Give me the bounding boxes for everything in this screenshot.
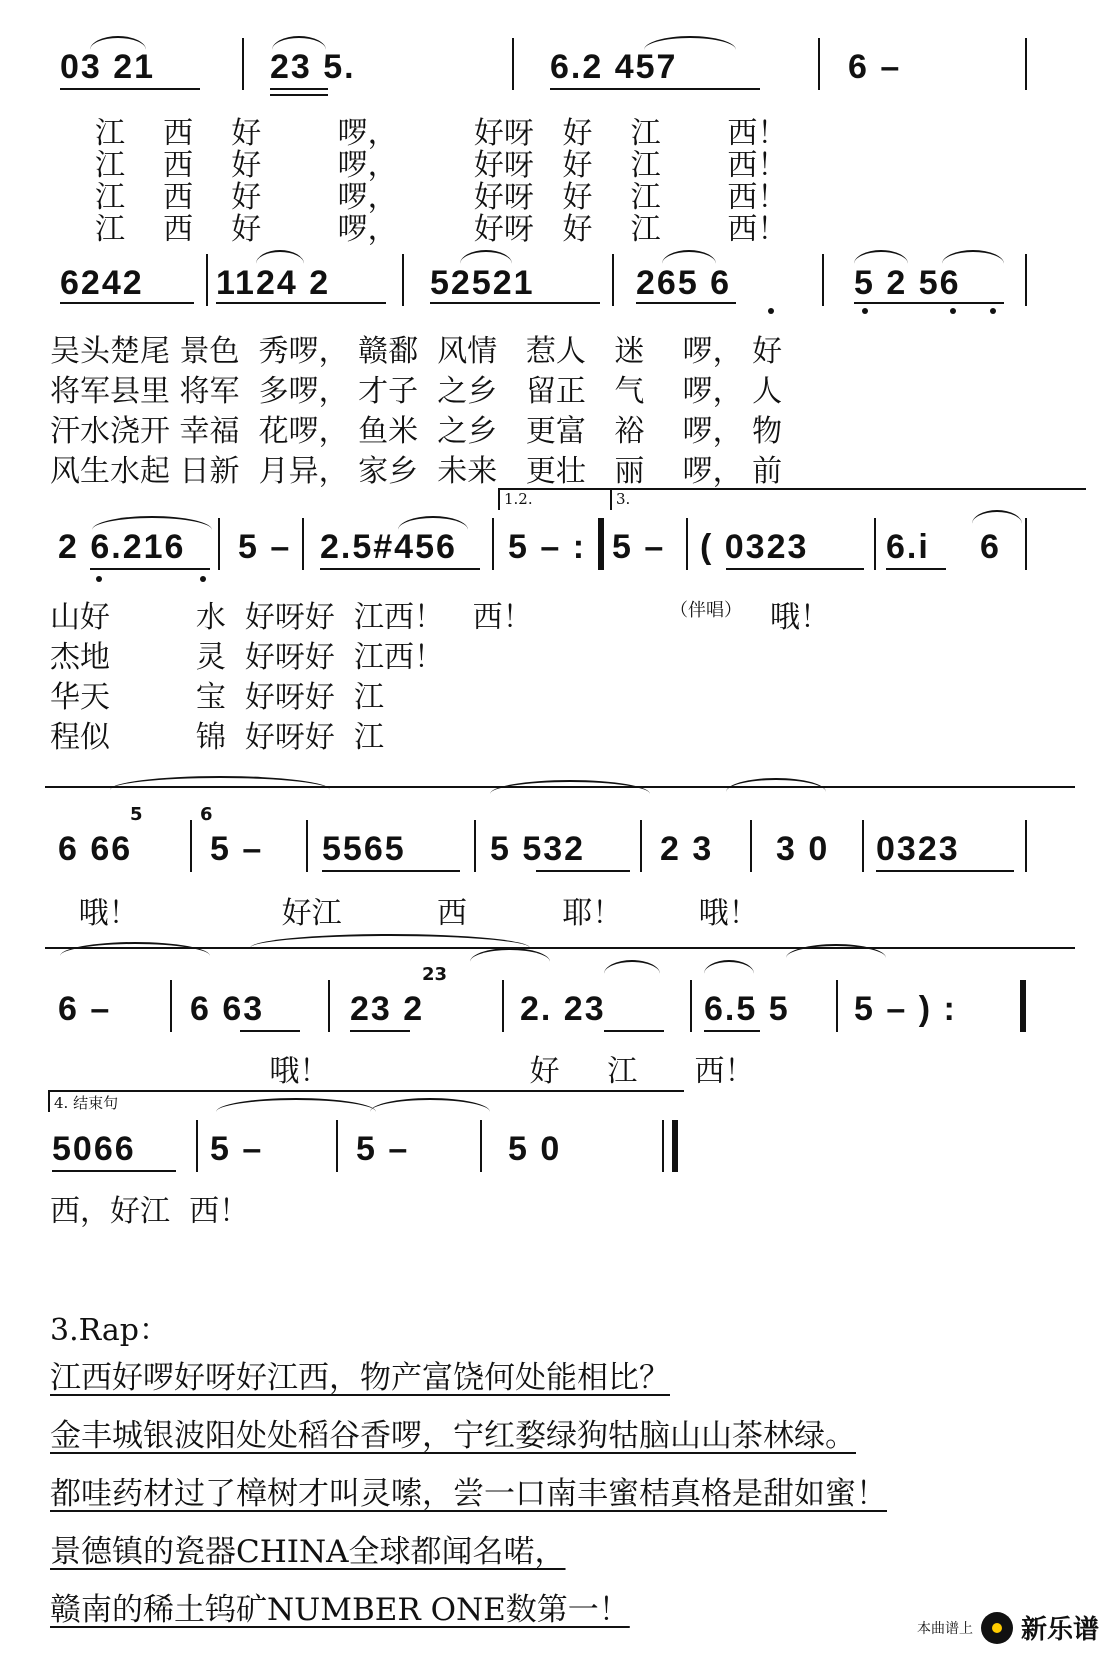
measure-notes: 2 6.216 xyxy=(58,528,186,566)
octave-dot xyxy=(862,308,868,314)
octave-dot xyxy=(200,576,206,582)
measure-notes: 265 6 xyxy=(636,264,732,302)
slur xyxy=(92,516,212,530)
volta-1-2: 1.2. xyxy=(498,488,634,510)
underline xyxy=(876,870,1014,872)
system-3 xyxy=(50,488,1080,778)
measure-notes: 5 0 xyxy=(508,1130,562,1168)
rap-line: 金丰城银波阳处处稻谷香啰，宁红婺绿狗牯脑山山茶林绿。 xyxy=(50,1418,856,1454)
accompaniment-lyric: 哦！ xyxy=(770,600,830,635)
music-disc-icon xyxy=(981,1612,1013,1644)
slur xyxy=(398,516,468,530)
slur xyxy=(662,250,716,264)
measure-notes: 6 – xyxy=(58,990,112,1028)
measure-notes: 5 2 56 xyxy=(854,264,961,302)
octave-dot xyxy=(768,308,774,314)
measure-notes: 6 xyxy=(980,528,1001,566)
measure-notes: 5565 xyxy=(322,830,406,868)
measure-notes: 5 – xyxy=(210,830,264,868)
underline xyxy=(704,1030,760,1032)
brand-name: 新乐谱 xyxy=(1020,1615,1099,1645)
measure-notes: 6 66 xyxy=(58,830,133,868)
lyrics: 哦！ 好江 西 耶！ 哦！ xyxy=(50,896,759,931)
slur xyxy=(644,36,736,50)
lyric-verse-2: 江 西 好 啰， 好呀 好 江 西！ xyxy=(95,148,788,183)
measure-notes: 2.5#456 xyxy=(320,528,457,566)
rap-title: 3.Rap： xyxy=(50,1313,169,1348)
slur xyxy=(972,510,1022,524)
measure-notes: 52521 xyxy=(430,264,535,302)
measure-notes: 23 5. xyxy=(270,48,356,86)
volta-3: 3. xyxy=(610,488,1086,510)
system-4 xyxy=(50,790,1080,940)
measure-notes: 5066 xyxy=(52,1130,136,1168)
underline xyxy=(216,302,386,304)
measure-notes: 5 – : xyxy=(508,528,587,566)
rap-line: 赣南的稀土钨矿NUMBER ONE数第一！ xyxy=(50,1592,630,1628)
underline xyxy=(854,302,1004,304)
lyric-verse-2: 杰地 灵 好呀好 江西！ xyxy=(50,640,444,675)
slur xyxy=(60,942,210,956)
underline xyxy=(90,568,210,570)
measure-notes: 5 – xyxy=(210,1130,264,1168)
lyric-verse-4: 江 西 好 啰， 好呀 好 江 西！ xyxy=(95,212,788,247)
lyric-verse-3: 汗水浇开 幸福 花啰， 鱼米 之乡 更富 裕 啰， 物 xyxy=(50,414,783,449)
underline xyxy=(886,568,946,570)
underline xyxy=(604,1030,664,1032)
measure-notes: 03 21 xyxy=(60,48,156,86)
system-2 xyxy=(50,240,1080,490)
brand-watermark xyxy=(917,1609,1099,1646)
measure-notes: 5 – xyxy=(238,528,292,566)
measure-notes: 2. 23 xyxy=(520,990,606,1028)
measure-notes: 5 – ) : xyxy=(854,990,957,1028)
grace-note: 23 xyxy=(422,964,448,985)
underline xyxy=(322,870,460,872)
lyric-verse-1: 山好 水 好呀好 江西！ 西！ xyxy=(50,600,533,635)
measure-notes: 2 3 xyxy=(660,830,714,868)
brand-prefix: 本曲谱上 xyxy=(916,1620,973,1637)
underline xyxy=(240,1030,300,1032)
underline xyxy=(636,302,736,304)
measure-notes: 23 2 xyxy=(350,990,425,1028)
measure-notes: 6242 xyxy=(60,264,144,302)
lyric-verse-1: 江 西 好 啰， 好呀 好 江 西！ xyxy=(95,116,788,151)
measure-notes: 5 – xyxy=(356,1130,410,1168)
slur xyxy=(726,778,826,792)
measure-notes: 6 – xyxy=(848,48,902,86)
octave-dot xyxy=(96,576,102,582)
slur xyxy=(942,250,1004,264)
measure-notes: ( 0323 xyxy=(700,528,809,566)
slur xyxy=(460,250,512,264)
measure-notes: 6 63 xyxy=(190,990,265,1028)
slur xyxy=(272,36,326,50)
lyric-verse-2: 将军县里 将军 多啰， 才子 之乡 留正 气 啰， 人 xyxy=(50,374,783,409)
lyric-verse-3: 华天 宝 好呀好 江 xyxy=(50,680,384,715)
slur xyxy=(604,960,660,974)
system-6 xyxy=(50,1090,1080,1240)
slur xyxy=(854,250,908,264)
underline xyxy=(270,94,328,96)
measure-notes: 6.5 5 xyxy=(704,990,790,1028)
measure-notes: 5 – xyxy=(612,528,666,566)
grace-note: 5 xyxy=(130,804,143,825)
lyric-verse-4: 风生水起 日新 月异， 家乡 未来 更壮 丽 啰， 前 xyxy=(50,454,783,489)
measure-notes: 5 532 xyxy=(490,830,586,868)
underline xyxy=(60,302,194,304)
underline xyxy=(536,870,630,872)
slur xyxy=(90,36,146,50)
octave-dot xyxy=(950,308,956,314)
slur xyxy=(256,250,304,264)
system-1 xyxy=(50,20,1080,247)
measure-notes: 6.i xyxy=(886,528,930,566)
rap-line: 都哇药材过了樟树才叫灵嗦，尝一口南丰蜜桔真格是甜如蜜！ xyxy=(50,1476,887,1512)
underline xyxy=(430,302,600,304)
underline xyxy=(270,88,328,90)
grace-note: 6 xyxy=(200,804,213,825)
system-5 xyxy=(50,950,1080,1090)
underline xyxy=(726,568,864,570)
volta-4-ending: 4. 结束句 xyxy=(48,1090,684,1112)
accompaniment-annotation: （伴唱） xyxy=(670,600,742,621)
underline xyxy=(60,88,200,90)
lyrics: 哦！ 好 江 西！ xyxy=(50,1054,755,1089)
slur xyxy=(110,776,330,790)
slur xyxy=(470,948,550,962)
underline xyxy=(350,1030,410,1032)
measure-notes: 6.2 457 xyxy=(550,48,678,86)
lyric-verse-3: 江 西 好 啰， 好呀 好 江 西！ xyxy=(95,180,788,215)
measure-notes: 3 0 xyxy=(776,830,830,868)
rap-line: 江西好啰好呀好江西，物产富饶何处能相比？ xyxy=(50,1360,670,1396)
lyric-verse-4: 程似 锦 好呀好 江 xyxy=(50,720,384,755)
underline xyxy=(52,1170,176,1172)
lyrics: 西，好江 西！ xyxy=(50,1194,250,1229)
lyric-verse-1: 吴头楚尾 景色 秀啰， 赣鄱 风情 惹人 迷 啰， 好 xyxy=(50,334,783,369)
slur xyxy=(490,780,650,794)
slur xyxy=(704,960,754,974)
underline xyxy=(550,88,760,90)
rap-line: 景德镇的瓷器CHINA全球都闻名喏， xyxy=(50,1534,566,1570)
underline xyxy=(320,568,480,570)
octave-dot xyxy=(990,308,996,314)
measure-notes: 1124 2 xyxy=(216,264,331,302)
measure-notes: 0323 xyxy=(876,830,960,868)
